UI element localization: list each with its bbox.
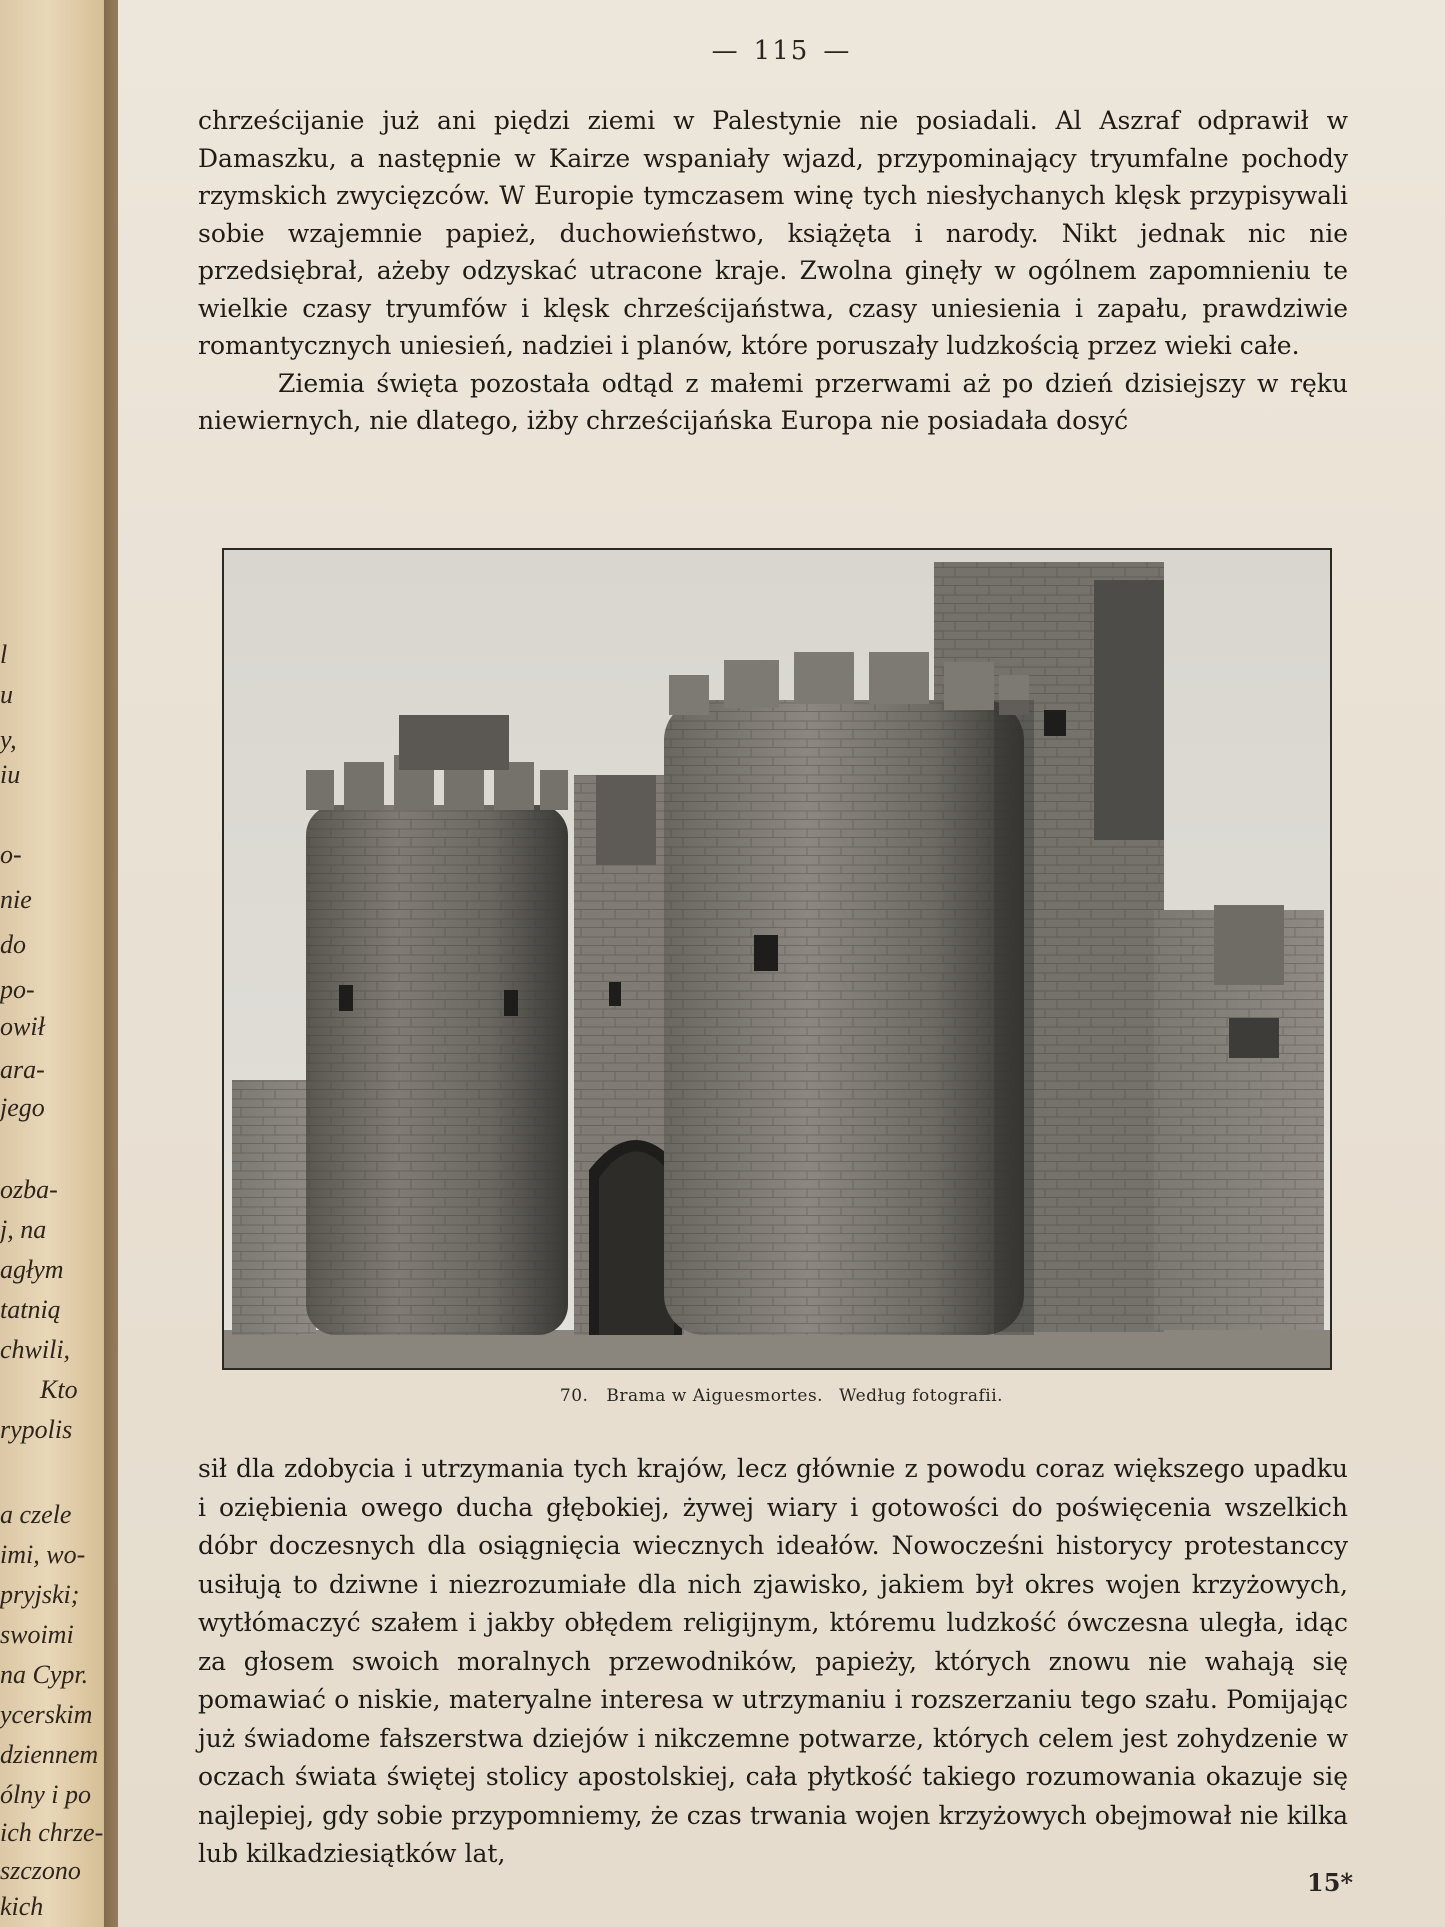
figure-title: Brama w Aiguesmortes.	[606, 1386, 824, 1406]
prev-page-fragment: u	[0, 680, 13, 709]
prev-page-fragment: Kto	[40, 1375, 78, 1404]
prev-page-fragment: owił	[0, 1012, 45, 1041]
figure-photograph	[222, 548, 1332, 1370]
prev-page-fragment: po-	[0, 975, 35, 1004]
prev-page-fragment: kich	[0, 1892, 44, 1921]
page-number	[118, 36, 1445, 66]
previous-page-edge	[0, 0, 120, 1927]
figure-number: 70.	[559, 1386, 589, 1406]
prev-page-fragment: imi, wo-	[0, 1540, 86, 1569]
bottom-text-block	[198, 1450, 1348, 1874]
prev-page-fragment: jego	[0, 1093, 45, 1122]
top-text-block	[198, 102, 1348, 440]
prev-page-fragment: pryjski;	[0, 1580, 80, 1609]
page-number-value: 115	[753, 36, 810, 66]
prev-page-fragment: ich chrze-	[0, 1818, 104, 1847]
prev-page-fragment: dziennem	[0, 1740, 99, 1769]
prev-page-fragment: nie	[0, 885, 32, 914]
page-number-dash: —	[711, 36, 740, 66]
prev-page-fragment: tatnią	[0, 1295, 61, 1324]
signature-mark: 15*	[1307, 1868, 1353, 1897]
prev-page-fragment: iu	[0, 760, 21, 789]
prev-page-fragment: l	[0, 640, 8, 669]
prev-page-fragment: na Cypr.	[0, 1660, 89, 1689]
paragraph: chrześcijanie już ani piędzi ziemi w Palestynie nie posiadali. Al Aszraf odprawił w Damaszku, a następnie w Kairze wspaniały wjazd, przypominający tryumfalne pochody rzymskich zwycięzców. W Europie tymczasem winę tych niesłychanych klęsk przypisywali sobie wzajemnie papież, duchowieństwo, książęta i narody. Nikt jednak nic nie przedsiębrał, ażeby odzyskać utracone kraje. Zwolna ginęły w ogólnem zapomnieniu te wielkie czasy tryumfów i klęsk chrześcijaństwa, czasy uniesienia i zapału, prawdziwie romantycznych uniesień, nadziei i planów, które poruszały ludzkością przez wieki całe.	[198, 106, 1348, 360]
paragraph: sił dla zdobycia i utrzymania tych krajów, lecz głównie z powodu coraz większego upadku i oziębienia owego ducha głębokiej, żywej wiary i gotowości do poświęcenia wszelkich dóbr doczesnych dla osiągnięcia wiecznych ideałów. Nowocześni historycy protestanccy usiłują to dziwne i niezrozumiałe dla nich zjawisko, jakiem był okres wojen krzyżowych, wytłómaczyć szałem i jakby obłędem religijnym, któremu ludzkość ówczesna uległa, idąc za głosem swoich moralnych przewodników, papieży, których znowu nie wahają się pomawiać o niskie, materyalne interesa w utrzymaniu i rozszerzaniu tego szału. Pomijając już świadome fałszerstwa dziejów i nikczemne potwarze, których celem jest zohydzenie w oczach świata świętej stolicy apostolskiej, cała płytkość takiego rozumowania okazuje się najlepiej, gdy sobie przypomniemy, że czas trwania wojen krzyżowych obejmował nie kilka lub kilkadziesiątków lat,	[198, 1454, 1348, 1868]
prev-page-fragment: rypolis	[0, 1415, 73, 1444]
prev-page-fragment: swoimi	[0, 1620, 74, 1649]
prev-page-fragment: y,	[0, 725, 17, 754]
prev-page-fragment: j, na	[0, 1215, 47, 1244]
prev-page-fragment: ozba-	[0, 1175, 58, 1204]
gate-illustration	[224, 550, 1330, 1368]
prev-page-fragment: agłym	[0, 1255, 64, 1284]
prev-page-fragment: chwili,	[0, 1335, 71, 1364]
prev-page-fragment: ycerskim	[0, 1700, 93, 1729]
prev-page-fragment: o-	[0, 840, 22, 869]
prev-page-fragment: do	[0, 930, 26, 959]
prev-page-fragment: ólny i po	[0, 1780, 91, 1809]
prev-page-fragment: ara-	[0, 1055, 45, 1084]
prev-page-fragment: a czele	[0, 1500, 72, 1529]
figure-source: Według fotografii.	[838, 1386, 1004, 1406]
book-page	[118, 0, 1445, 1927]
paragraph: Ziemia święta pozostała odtąd z małemi przerwami aż po dzień dzisiejszy w ręku niewiernych, nie dlatego, iżby chrześcijańska Europa nie posiadała dosyć	[198, 368, 1348, 435]
prev-page-fragment: szczono	[0, 1856, 81, 1885]
figure-caption	[118, 1386, 1445, 1406]
page-number-dash: —	[823, 36, 852, 66]
